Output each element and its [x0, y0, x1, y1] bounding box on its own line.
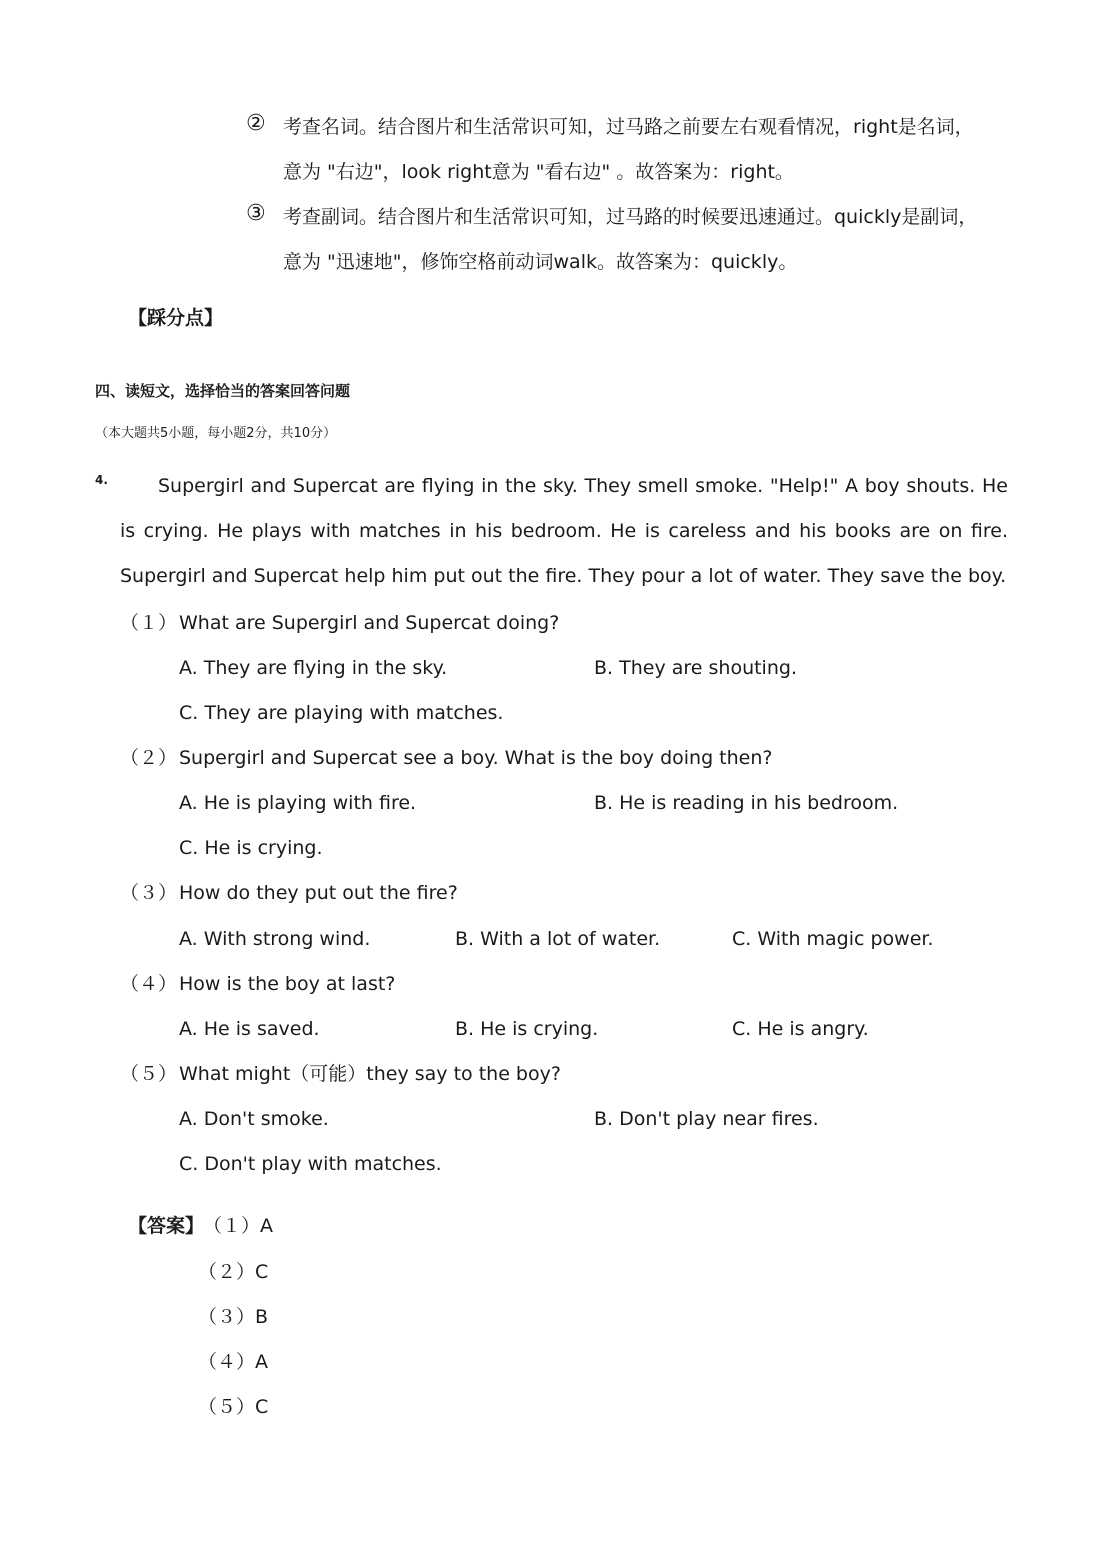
- q1-text: What are Supergirl and Supercat doing?: [179, 612, 560, 634]
- q2-text: Supergirl and Supercat see a boy. What is the boy doing then?: [179, 747, 773, 769]
- q3-text: How do they put out the fire?: [179, 882, 458, 904]
- q4-text: How is the boy at last?: [179, 973, 396, 995]
- q3-option-c: C. With magic power.: [732, 928, 934, 950]
- q4-option-a: A. He is saved.: [179, 1018, 320, 1040]
- q3-option-b: B. With a lot of water.: [455, 928, 661, 950]
- answer-label: 【答案】: [128, 1215, 205, 1237]
- section-note: （本大题共5小题，每小题2分，共10分）: [95, 426, 337, 441]
- q1-option-a: A. They are flying in the sky.: [179, 657, 448, 679]
- passage-text: Supergirl and Supercat are flying in the sky. They smell smoke. "Help!" A boy shouts. He is crying. He plays with matches in his bedroom. He is careless and his books are on fire. Supergirl and Supercat help him put out the fire. They pour a lot of water. They save the boy.: [120, 475, 1008, 587]
- explanation-2-line1: 考查名词。结合图片和生活常识可知，过马路之前要左右观看情况，right是名词，: [283, 116, 974, 138]
- q5-option-c: C. Don't play with matches.: [179, 1153, 442, 1175]
- explanation-marker-3: ③: [246, 201, 266, 226]
- explanation-3-line2: 意为 "迅速地"，修饰空格前动词walk。故答案为：quickly。: [283, 251, 798, 273]
- q4-option-b: B. He is crying.: [455, 1018, 599, 1040]
- q5-option-b: B. Don't play near fires.: [594, 1108, 819, 1130]
- q2-option-c: C. He is crying.: [179, 837, 323, 859]
- explanation-marker-2: ②: [246, 111, 266, 136]
- q5-number: （５）: [120, 1063, 178, 1085]
- question-number: 4.: [95, 473, 108, 487]
- answer-3: （３）B: [198, 1306, 269, 1328]
- q2-option-b: B. He is reading in his bedroom.: [594, 792, 899, 814]
- q3-option-a: A. With strong wind.: [179, 928, 371, 950]
- answer-5: （５）C: [198, 1396, 269, 1418]
- passage: [120, 464, 1008, 599]
- answer-2: （２）C: [198, 1261, 269, 1283]
- explanation-3-line1: 考查副词。结合图片和生活常识可知，过马路的时候要迅速通过。quickly是副词，: [283, 206, 978, 228]
- q4-number: （４）: [120, 973, 178, 995]
- q1-number: （１）: [120, 612, 178, 634]
- q5-text: What might（可能）they say to the boy?: [179, 1063, 561, 1085]
- q4-option-c: C. He is angry.: [732, 1018, 869, 1040]
- q2-number: （２）: [120, 747, 178, 769]
- section-title: 四、读短文，选择恰当的答案回答问题: [95, 382, 351, 400]
- q1-option-c: C. They are playing with matches.: [179, 702, 504, 724]
- answer-4: （４）A: [198, 1351, 268, 1373]
- explanation-2-line2: 意为 "右边"，look right意为 "看右边" 。故答案为：right。: [283, 161, 794, 183]
- q3-number: （３）: [120, 882, 178, 904]
- score-points-label: 【踩分点】: [128, 307, 224, 329]
- answer-1: （１）A: [203, 1215, 273, 1237]
- q2-option-a: A. He is playing with fire.: [179, 792, 417, 814]
- q5-option-a: A. Don't smoke.: [179, 1108, 329, 1130]
- q1-option-b: B. They are shouting.: [594, 657, 797, 679]
